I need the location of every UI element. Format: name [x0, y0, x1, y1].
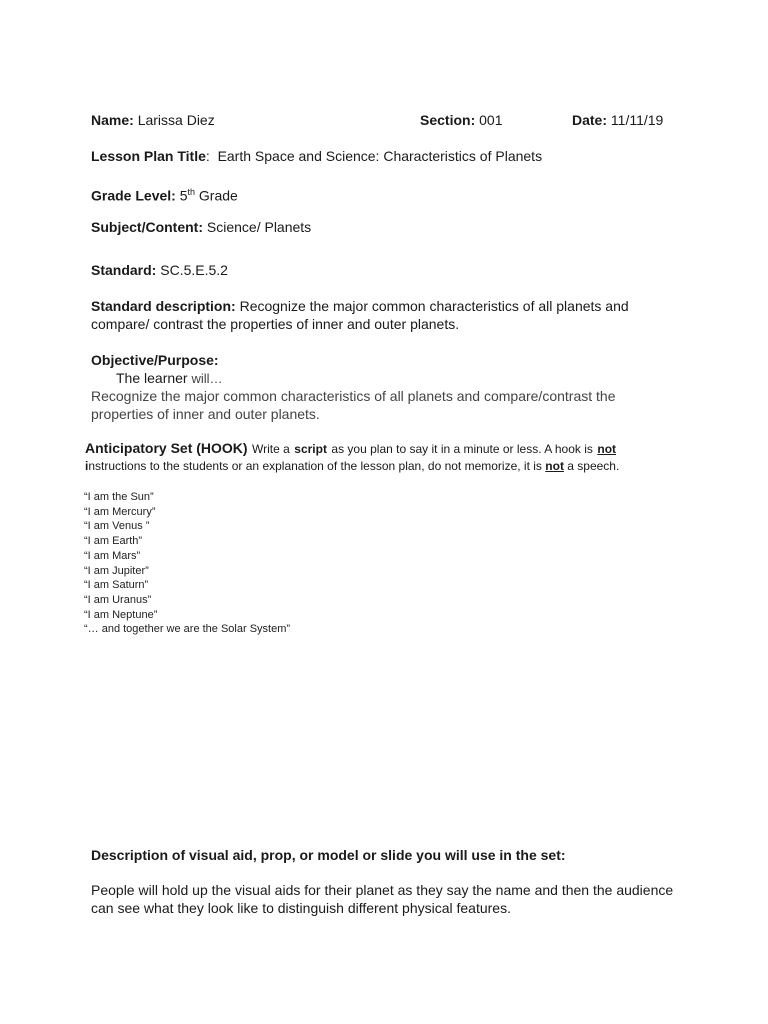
list-item: “I am Earth” — [84, 535, 143, 548]
grade-level-suffix: Grade — [198, 187, 238, 204]
script-word: script — [294, 442, 327, 456]
list-item: “I am the Sun” — [84, 491, 154, 503]
hook-script-list — [84, 490, 290, 637]
visual-aid-line2: can see what they look like to distinguish different physical features. — [91, 900, 511, 916]
list-item: “I am Venus ” — [84, 520, 150, 533]
standard-description-line1: Recognize the major common characteristics of all planets and — [239, 298, 629, 314]
objective-label: Objective/Purpose: — [91, 352, 219, 368]
list-item: “… and together we are the Solar System” — [84, 623, 291, 636]
visual-aid-label: Description of visual aid, prop, or model or slide you will use in the set: — [91, 847, 566, 863]
anticipatory-instruction-3: nstructions to the students or an explanation of the lesson plan, do not memorize, it is — [88, 459, 542, 473]
anticipatory-instruction-4: a speech. — [567, 459, 620, 473]
grade-level-superscript: th — [187, 187, 196, 197]
list-item: “I am Mars” — [84, 549, 141, 562]
standard-description-label: Standard description: — [91, 298, 236, 314]
date-field — [572, 111, 663, 129]
section-field — [420, 111, 502, 129]
subject-content — [91, 218, 311, 236]
lesson-plan-title-colon: : — [205, 148, 210, 164]
name-value: Larissa Diez — [137, 112, 215, 128]
objective-text — [91, 387, 615, 423]
date-value: 11/11/19 — [610, 112, 664, 128]
name-field — [91, 111, 215, 129]
visual-aid-line1: People will hold up the visual aids for their planet as they say the name and then the audience — [91, 882, 674, 898]
subject-value: Science/ Planets — [206, 219, 312, 235]
lesson-plan-title-value: Earth Space and Science: Characteristics of Planets — [217, 148, 543, 164]
standard-value: SC.5.E.5.2 — [160, 262, 228, 278]
list-item: “I am Jupiter” — [84, 564, 149, 577]
section-value: 001 — [479, 112, 503, 128]
standard-description-line2: compare/ contrast the properties of inner and outer planets. — [91, 316, 460, 332]
grade-level — [91, 183, 238, 205]
not-emphasis-2: not — [545, 459, 564, 473]
list-item: “I am Mercury” — [84, 505, 156, 518]
grade-level-label: Grade Level: — [91, 187, 176, 204]
list-item: “I am Uranus” — [84, 593, 152, 606]
date-label: Date: — [572, 112, 608, 128]
visual-aid-description — [91, 881, 673, 917]
list-item: “I am Neptune” — [84, 608, 158, 621]
not-emphasis-1: not — [597, 442, 617, 456]
lesson-plan-title-label: Lesson Plan Title — [91, 148, 206, 164]
objective-line2: properties of inner and outer planets. — [91, 406, 320, 422]
standard-label: Standard: — [91, 262, 157, 278]
lesson-plan-title — [91, 147, 542, 165]
standard — [91, 261, 228, 279]
objective-learner-will: will… — [191, 371, 223, 386]
anticipatory-instruction-2: as you plan to say it in a minute or less. A hook is — [331, 442, 593, 456]
objective-learner — [116, 369, 223, 388]
grade-level-number: 5 — [179, 187, 188, 204]
instruction-first-letter: i — [85, 459, 89, 473]
standard-description — [91, 297, 629, 333]
objective-line1: Recognize the major common characteristics of all planets and compare/contrast the — [91, 388, 616, 404]
name-label: Name: — [91, 112, 134, 128]
list-item: “I am Saturn” — [84, 579, 149, 592]
subject-label: Subject/Content: — [91, 219, 203, 235]
anticipatory-set — [85, 440, 619, 474]
section-label: Section: — [420, 112, 476, 128]
anticipatory-set-label: Anticipatory Set (HOOK) — [85, 440, 248, 456]
anticipatory-instruction-1: Write a — [252, 442, 290, 456]
objective-learner-lead: The learner — [116, 370, 188, 386]
